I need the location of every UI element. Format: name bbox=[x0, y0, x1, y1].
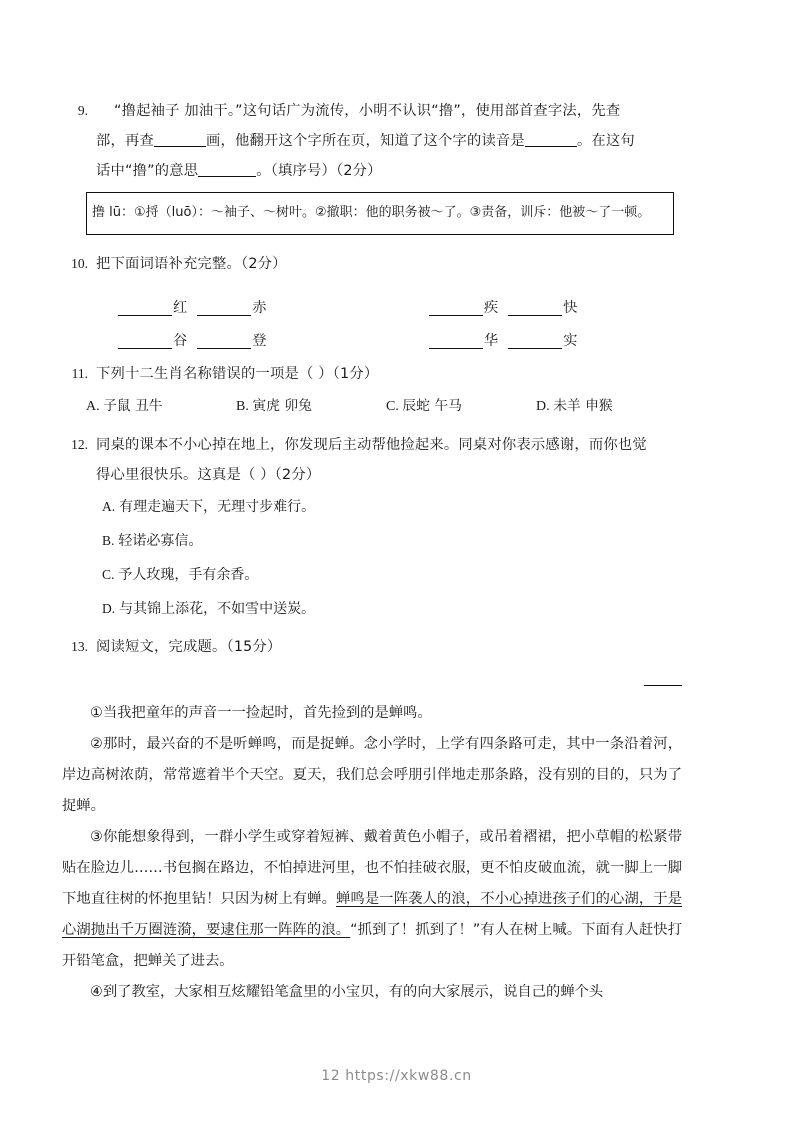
page-content bbox=[62, 96, 682, 1008]
word-blank[interactable] bbox=[508, 332, 562, 349]
option-label: A. bbox=[102, 499, 116, 514]
paragraph-3-underlined-sentence: 蝉鸣是一阵袭人的浪，不小心掉进孩子们的心湖，于是心湖抛出千万圈涟漪，要逮住那一阵阵的浪。 bbox=[62, 891, 683, 938]
word-blank[interactable] bbox=[118, 299, 172, 316]
question-9-line-2-part-b: 画，他翻开这个字所在页，知道了这个字的读音是 bbox=[206, 133, 525, 149]
word-blank[interactable] bbox=[197, 299, 251, 316]
question-9-line-3-part-b: 。（填序号）（2分） bbox=[256, 163, 382, 179]
question-12-options bbox=[102, 490, 682, 626]
question-12-stem-line-2: 得心里很快乐。这真是（ ）（2分） bbox=[96, 467, 321, 483]
option-label: B. bbox=[236, 399, 249, 414]
word-char: 登 bbox=[252, 333, 267, 349]
passage-paragraph-4: ④到了教室，大家相互炫耀铅笔盒里的小宝贝，有的向大家展示，说自己的蝉个头 bbox=[90, 984, 604, 1000]
question-9-line-3 bbox=[96, 156, 682, 186]
word-char: 实 bbox=[563, 333, 578, 349]
option-label: C. bbox=[386, 399, 399, 414]
question-10-word-grid bbox=[86, 283, 676, 349]
question-11-option-a[interactable] bbox=[86, 391, 236, 422]
question-10-number: 10. bbox=[71, 256, 88, 271]
option-text: 子鼠 丑牛 bbox=[103, 398, 163, 414]
option-label: C. bbox=[102, 567, 115, 582]
question-12-body bbox=[88, 430, 682, 490]
dictionary-entry-text: 撸 lū：①捋（luō）：～袖子、～树叶。②撤职：他的职务被～了。③责备，训斥：他被～了一顿。 bbox=[92, 205, 651, 220]
question-9-blank-pronunciation[interactable] bbox=[525, 132, 577, 147]
question-9-line-2-part-c: 。在这句 bbox=[576, 133, 635, 149]
question-11-options bbox=[86, 391, 682, 422]
question-9-line-3-part-a: 话中“撸”的意思 bbox=[96, 163, 199, 179]
word-char: 华 bbox=[483, 333, 499, 349]
question-9-number: 9. bbox=[77, 103, 88, 118]
question-9 bbox=[62, 96, 682, 186]
word-grid-left-group bbox=[86, 332, 383, 349]
option-text: 轻诺必寡信。 bbox=[118, 533, 203, 549]
word-blank-pair bbox=[197, 332, 276, 349]
paragraph-3-part-pre: ③你能想象得到，一群小学生或穿着短裤、戴着黄色小帽子，或吊着褶裙，把小草帽的松紧带贴在脸边儿……书包搁在路边，不怕掉进河里，也不怕挂破衣服，更不怕皮破血流，就一脚上一脚下地直往树的怀抱里钻！只因为树上有蝉。 bbox=[62, 829, 682, 907]
question-9-body bbox=[88, 96, 682, 186]
paragraph-3-part-post: “抓到了！抓到了！”有人在树上喊。下面有人赶快打开铅笔盒，把蝉关了进去。 bbox=[62, 922, 683, 969]
question-13-stem: 阅读短文，完成题。（15分） bbox=[96, 639, 282, 655]
option-label: D. bbox=[102, 601, 116, 616]
question-13 bbox=[62, 632, 682, 662]
word-blank-pair bbox=[429, 299, 508, 316]
word-char: 疾 bbox=[483, 300, 499, 316]
option-text: 有理走遍天下，无理寸步难行。 bbox=[119, 499, 316, 515]
word-blank[interactable] bbox=[429, 299, 483, 316]
option-label: A. bbox=[86, 399, 100, 414]
question-9-blank-meaning[interactable] bbox=[198, 162, 256, 177]
passage-paragraph-1: ①当我把童年的声音一一捡起时，首先捡到的是蝉鸣。 bbox=[90, 705, 432, 721]
question-12 bbox=[62, 430, 682, 490]
word-blank-pair bbox=[118, 299, 197, 316]
question-12-option-b[interactable] bbox=[102, 524, 682, 558]
question-12-option-d[interactable] bbox=[102, 592, 682, 626]
option-text: 与其锦上添花，不如雪中送炭。 bbox=[119, 601, 316, 617]
word-grid-right-group bbox=[383, 332, 676, 349]
dictionary-entry-box bbox=[86, 192, 674, 235]
word-blank-pair bbox=[429, 332, 508, 349]
option-label: B. bbox=[102, 533, 115, 548]
word-blank-pair bbox=[118, 332, 197, 349]
question-10-stem: 把下面词语补充完整。（2分） bbox=[96, 256, 287, 272]
word-char: 红 bbox=[173, 300, 188, 316]
option-text: 寅虎 卯兔 bbox=[252, 398, 312, 414]
passage-paragraph-3 bbox=[62, 822, 682, 977]
word-char: 赤 bbox=[252, 300, 267, 316]
word-blank[interactable] bbox=[197, 332, 251, 349]
question-12-option-c[interactable] bbox=[102, 558, 682, 592]
question-12-option-a[interactable] bbox=[102, 490, 682, 524]
word-blank[interactable] bbox=[429, 332, 483, 349]
question-9-line-2 bbox=[96, 126, 682, 156]
word-blank[interactable] bbox=[118, 332, 172, 349]
word-grid-right-group bbox=[383, 299, 676, 316]
question-10 bbox=[62, 249, 682, 279]
question-11 bbox=[62, 359, 682, 389]
word-blank-pair bbox=[508, 299, 587, 316]
word-grid-row bbox=[86, 316, 676, 349]
passage-title-row bbox=[62, 662, 682, 698]
word-blank[interactable] bbox=[508, 299, 562, 316]
question-11-stem: 下列十二生肖名称错误的一项是（ ）（1分） bbox=[96, 366, 379, 382]
question-9-line-2-part-a: 部，再查 bbox=[96, 133, 154, 149]
question-9-line-1: “撸起袖子 加油干。”这句话广为流传，小明不认识“撸”，使用部首查字法，先查 bbox=[114, 103, 621, 119]
question-11-option-c[interactable] bbox=[386, 391, 536, 422]
word-char: 谷 bbox=[173, 333, 188, 349]
word-blank-pair bbox=[197, 299, 276, 316]
question-9-blank-strokes[interactable] bbox=[154, 132, 206, 147]
option-text: 未羊 申猴 bbox=[553, 398, 613, 414]
question-11-number: 11. bbox=[71, 366, 88, 381]
option-text: 予人玫瑰，手有余香。 bbox=[118, 567, 259, 583]
word-grid-left-group bbox=[86, 299, 383, 316]
page-footer: 12 https://xkw88.cn bbox=[321, 1068, 472, 1084]
option-label: D. bbox=[536, 399, 550, 414]
passage-paragraph-2: ②那时，最兴奋的不是听蝉鸣，而是捉蝉。念小学时，上学有四条路可走，其中一条沿着河，岸边高树浓荫，常常遮着半个天空。夏天，我们总会呼朋引伴地走那条路，没有别的目的，只为了捉蝉。 bbox=[62, 736, 682, 814]
word-grid-row bbox=[86, 283, 676, 316]
question-12-stem-line-1: 同桌的课本不小心掉在地上，你发现后主动帮他捡起来。同桌对你表示感谢，而你也觉 bbox=[96, 437, 647, 453]
question-13-number: 13. bbox=[71, 639, 88, 654]
passage-title-blank[interactable] bbox=[644, 684, 682, 686]
option-text: 辰蛇 午马 bbox=[402, 398, 462, 414]
question-12-number: 12. bbox=[71, 437, 88, 452]
word-blank-pair bbox=[508, 332, 587, 349]
word-char: 快 bbox=[563, 300, 578, 316]
reading-passage bbox=[62, 662, 682, 1008]
question-11-option-d[interactable] bbox=[536, 391, 676, 422]
question-11-option-b[interactable] bbox=[236, 391, 386, 422]
